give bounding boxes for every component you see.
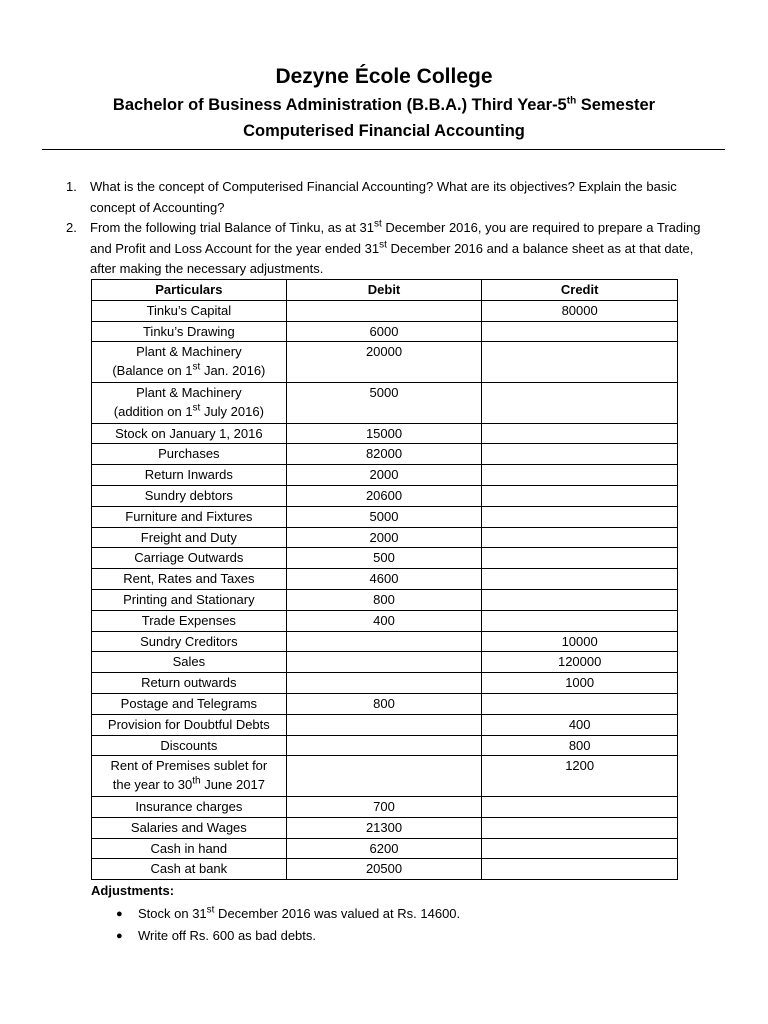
credit-cell bbox=[482, 444, 678, 465]
text-segment: Tinku’s Drawing bbox=[142, 323, 235, 339]
debit-cell bbox=[286, 673, 482, 694]
adjustments-list bbox=[116, 903, 460, 947]
debit-cell bbox=[286, 300, 482, 321]
particulars-cell bbox=[92, 817, 287, 838]
debit-cell bbox=[286, 714, 482, 735]
text-segment: the year to 30 bbox=[112, 777, 193, 793]
superscript: st bbox=[206, 904, 215, 916]
text-segment: Sales bbox=[172, 654, 206, 670]
text-segment: Return Inwards bbox=[144, 467, 233, 483]
adjustments-heading: Adjustments: bbox=[91, 883, 175, 898]
table-row bbox=[92, 735, 678, 756]
credit-cell bbox=[482, 693, 678, 714]
table-row bbox=[92, 817, 678, 838]
text-segment: Rent of Premises sublet for bbox=[110, 758, 268, 774]
question-number: 2. bbox=[66, 220, 77, 235]
table-row bbox=[92, 444, 678, 465]
debit-cell: 15000 bbox=[286, 423, 482, 444]
credit-cell bbox=[482, 465, 678, 486]
question-number: 1. bbox=[66, 179, 77, 194]
column-header-particulars: Particulars bbox=[92, 280, 287, 301]
credit-cell bbox=[482, 569, 678, 590]
particulars-cell bbox=[92, 735, 287, 756]
column-header-debit: Debit bbox=[286, 280, 482, 301]
course-title: Computerised Financial Accounting bbox=[243, 122, 525, 140]
table-row bbox=[92, 465, 678, 486]
table-row bbox=[92, 714, 678, 735]
text-segment: June 2017 bbox=[200, 777, 265, 793]
text-segment: Furniture and Fixtures bbox=[125, 508, 253, 524]
particulars-cell bbox=[92, 485, 287, 506]
question-list bbox=[66, 177, 721, 280]
debit-cell: 4600 bbox=[286, 569, 482, 590]
credit-cell bbox=[482, 423, 678, 444]
table-row bbox=[92, 673, 678, 694]
text-segment: Rent, Rates and Taxes bbox=[123, 571, 255, 587]
text-segment: Sundry Creditors bbox=[140, 633, 238, 649]
text-segment: Stock on 31 bbox=[138, 906, 207, 921]
particulars-cell bbox=[92, 673, 287, 694]
text-segment: December 2016 was valued at Rs. 14600. bbox=[214, 906, 461, 921]
table-row bbox=[92, 631, 678, 652]
debit-cell: 20500 bbox=[286, 859, 482, 880]
particulars-cell bbox=[92, 548, 287, 569]
particulars-cell bbox=[92, 423, 287, 444]
debit-cell bbox=[286, 756, 482, 797]
document-header bbox=[0, 62, 768, 144]
particulars-cell bbox=[92, 652, 287, 673]
credit-cell: 10000 bbox=[482, 631, 678, 652]
header-divider bbox=[42, 149, 725, 150]
debit-cell: 20600 bbox=[286, 485, 482, 506]
text-segment: December 2016, you are required to prepare a Trading and Profit and Loss Account for the year ended 31 bbox=[90, 220, 701, 256]
superscript: th bbox=[192, 776, 201, 787]
debit-cell bbox=[286, 735, 482, 756]
particulars-cell bbox=[92, 714, 287, 735]
text-segment: Trade Expenses bbox=[141, 612, 236, 628]
credit-cell bbox=[482, 382, 678, 423]
superscript: st bbox=[379, 239, 387, 251]
credit-cell bbox=[482, 859, 678, 880]
text-segment: Cash in hand bbox=[150, 840, 228, 856]
debit-cell: 2000 bbox=[286, 465, 482, 486]
adjustment-text bbox=[138, 928, 316, 943]
program-title-text: Bachelor of Business Administration (B.B.A.) Third Year-5 bbox=[112, 96, 567, 114]
debit-cell: 800 bbox=[286, 589, 482, 610]
table-row bbox=[92, 796, 678, 817]
text-segment: (addition on 1 bbox=[113, 403, 193, 419]
debit-cell: 700 bbox=[286, 796, 482, 817]
credit-cell bbox=[482, 817, 678, 838]
text-segment: Provision for Doubtful Debts bbox=[107, 716, 270, 732]
question-item bbox=[66, 218, 721, 280]
particulars-cell bbox=[92, 796, 287, 817]
question-text bbox=[90, 220, 700, 276]
particulars-cell bbox=[92, 693, 287, 714]
text-segment: December 2016 and a balance sheet as at that date, after making the necessary adjustments. bbox=[90, 240, 694, 276]
particulars-cell bbox=[92, 342, 287, 383]
text-segment: Stock on January 1, 2016 bbox=[115, 425, 263, 441]
table-row bbox=[92, 610, 678, 631]
table-row bbox=[92, 859, 678, 880]
text-segment: Postage and Telegrams bbox=[120, 695, 258, 711]
debit-cell bbox=[286, 652, 482, 673]
debit-cell bbox=[286, 631, 482, 652]
superscript: st bbox=[192, 402, 201, 414]
credit-cell bbox=[482, 506, 678, 527]
program-title-suffix: Semester bbox=[576, 96, 656, 114]
particulars-cell bbox=[92, 589, 287, 610]
particulars-cell bbox=[92, 756, 287, 797]
text-segment: Tinku’s Capital bbox=[146, 302, 232, 318]
credit-cell bbox=[482, 610, 678, 631]
debit-cell: 20000 bbox=[286, 342, 482, 383]
debit-cell: 800 bbox=[286, 693, 482, 714]
table-row bbox=[92, 423, 678, 444]
question-text bbox=[90, 179, 677, 215]
debit-cell: 400 bbox=[286, 610, 482, 631]
table-row bbox=[92, 569, 678, 590]
bullet-icon: ● bbox=[116, 930, 123, 942]
particulars-cell bbox=[92, 859, 287, 880]
table-row bbox=[92, 548, 678, 569]
credit-cell bbox=[482, 485, 678, 506]
table-header-row bbox=[92, 280, 678, 301]
credit-cell: 80000 bbox=[482, 300, 678, 321]
text-segment: Insurance charges bbox=[135, 798, 243, 814]
table-row bbox=[92, 300, 678, 321]
table-row bbox=[92, 589, 678, 610]
particulars-cell bbox=[92, 300, 287, 321]
table-row bbox=[92, 838, 678, 859]
particulars-cell bbox=[92, 610, 287, 631]
text-segment: Cash at bank bbox=[150, 861, 228, 877]
credit-cell bbox=[482, 838, 678, 859]
credit-cell: 800 bbox=[482, 735, 678, 756]
adjustment-item bbox=[116, 925, 460, 947]
text-segment: Jan. 2016) bbox=[200, 363, 266, 379]
text-segment: What is the concept of Computerised Financial Accounting? What are its objectives? Explain the basic concept of Accounting? bbox=[90, 179, 677, 215]
text-segment: Plant & Machinery bbox=[136, 384, 242, 400]
text-segment: Write off Rs. 600 as bad debts. bbox=[138, 928, 317, 943]
program-title bbox=[0, 92, 768, 118]
particulars-cell bbox=[92, 838, 287, 859]
table-row bbox=[92, 756, 678, 797]
particulars-cell bbox=[92, 321, 287, 342]
debit-cell: 5000 bbox=[286, 382, 482, 423]
text-segment: Purchases bbox=[158, 446, 220, 462]
debit-cell: 2000 bbox=[286, 527, 482, 548]
debit-cell: 21300 bbox=[286, 817, 482, 838]
credit-cell: 120000 bbox=[482, 652, 678, 673]
credit-cell bbox=[482, 342, 678, 383]
table-row bbox=[92, 485, 678, 506]
credit-cell bbox=[482, 321, 678, 342]
credit-cell: 400 bbox=[482, 714, 678, 735]
column-header-credit: Credit bbox=[482, 280, 678, 301]
text-segment: Plant & Machinery bbox=[136, 344, 242, 360]
text-segment: July 2016) bbox=[200, 403, 264, 419]
table-row bbox=[92, 382, 678, 423]
credit-cell bbox=[482, 527, 678, 548]
credit-cell: 1200 bbox=[482, 756, 678, 797]
table-row bbox=[92, 652, 678, 673]
program-title-superscript: th bbox=[566, 95, 577, 107]
debit-cell: 5000 bbox=[286, 506, 482, 527]
credit-cell: 1000 bbox=[482, 673, 678, 694]
particulars-cell bbox=[92, 506, 287, 527]
text-segment: Freight and Duty bbox=[140, 529, 237, 545]
text-segment: From the following trial Balance of Tinku, as at 31 bbox=[90, 220, 374, 235]
table-row bbox=[92, 321, 678, 342]
college-name: Dezyne École College bbox=[275, 65, 493, 88]
particulars-cell bbox=[92, 465, 287, 486]
debit-cell: 6000 bbox=[286, 321, 482, 342]
credit-cell bbox=[482, 548, 678, 569]
superscript: st bbox=[373, 218, 382, 230]
adjustment-item bbox=[116, 903, 460, 925]
text-segment: Sundry debtors bbox=[144, 487, 233, 503]
debit-cell: 500 bbox=[286, 548, 482, 569]
text-segment: Printing and Stationary bbox=[123, 591, 255, 607]
particulars-cell bbox=[92, 631, 287, 652]
particulars-cell bbox=[92, 527, 287, 548]
particulars-cell bbox=[92, 569, 287, 590]
debit-cell: 6200 bbox=[286, 838, 482, 859]
particulars-cell bbox=[92, 444, 287, 465]
table-row bbox=[92, 693, 678, 714]
particulars-cell bbox=[92, 382, 287, 423]
text-segment: (Balance on 1 bbox=[112, 363, 193, 379]
question-item bbox=[66, 177, 721, 218]
debit-cell: 82000 bbox=[286, 444, 482, 465]
table-row bbox=[92, 342, 678, 383]
table-row bbox=[92, 527, 678, 548]
text-segment: Carriage Outwards bbox=[134, 550, 244, 566]
table-row bbox=[92, 506, 678, 527]
table-body bbox=[92, 300, 678, 879]
text-segment: Discounts bbox=[160, 737, 218, 753]
text-segment: Salaries and Wages bbox=[130, 819, 247, 835]
credit-cell bbox=[482, 796, 678, 817]
adjustment-text bbox=[138, 906, 460, 921]
credit-cell bbox=[482, 589, 678, 610]
text-segment: Return outwards bbox=[141, 675, 237, 691]
trial-balance-table bbox=[91, 279, 678, 880]
bullet-icon: ● bbox=[116, 908, 123, 920]
superscript: st bbox=[192, 362, 201, 374]
